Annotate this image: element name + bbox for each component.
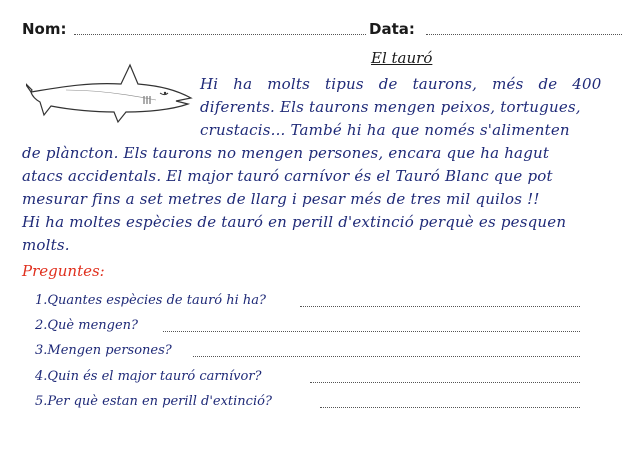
question-3: 3.Mengen persones? bbox=[35, 343, 172, 358]
answer-line-3[interactable] bbox=[193, 346, 580, 357]
question-4: 4.Quin és el major tauró carnívor? bbox=[35, 369, 262, 384]
answer-line-4[interactable] bbox=[310, 372, 580, 383]
answer-line-5[interactable] bbox=[320, 397, 580, 408]
text-line-4: de plàncton. Els taurons no mengen persones, encara que ha hagut bbox=[22, 144, 550, 162]
answer-line-2[interactable] bbox=[163, 321, 580, 332]
text-line-1: Hi ha molts tipus de taurons, més de 400 bbox=[200, 75, 602, 93]
date-blank-line[interactable] bbox=[426, 24, 622, 35]
header bbox=[22, 20, 622, 44]
text-line-7: Hi ha moltes espècies de tauró en perill d'extinció perquè es pesquen bbox=[22, 213, 567, 231]
text-line-2: diferents. Els taurons mengen peixos, tortugues, bbox=[200, 98, 581, 116]
name-label: Nom: bbox=[22, 20, 67, 38]
text-line-8: molts. bbox=[22, 236, 70, 254]
text-line-6: mesurar fins a set metres de llarg i pesar més de tres mil quilos !! bbox=[22, 190, 540, 208]
question-1: 1.Quantes espècies de tauró hi ha? bbox=[35, 293, 267, 308]
shark-drawing bbox=[26, 60, 196, 140]
name-blank-line[interactable] bbox=[74, 24, 366, 35]
question-5: 5.Per què estan en perill d'extinció? bbox=[35, 394, 272, 409]
question-2: 2.Què mengen? bbox=[35, 318, 139, 333]
questions-heading: Preguntes: bbox=[22, 262, 105, 280]
answer-line-1[interactable] bbox=[300, 296, 580, 307]
text-line-3: crustacis... També hi ha que només s'alimenten bbox=[200, 121, 570, 139]
text-line-5: atacs accidentals. El major tauró carnívor és el Tauró Blanc que pot bbox=[22, 167, 553, 185]
page-title: El tauró bbox=[371, 49, 433, 67]
date-label: Data: bbox=[369, 20, 415, 38]
